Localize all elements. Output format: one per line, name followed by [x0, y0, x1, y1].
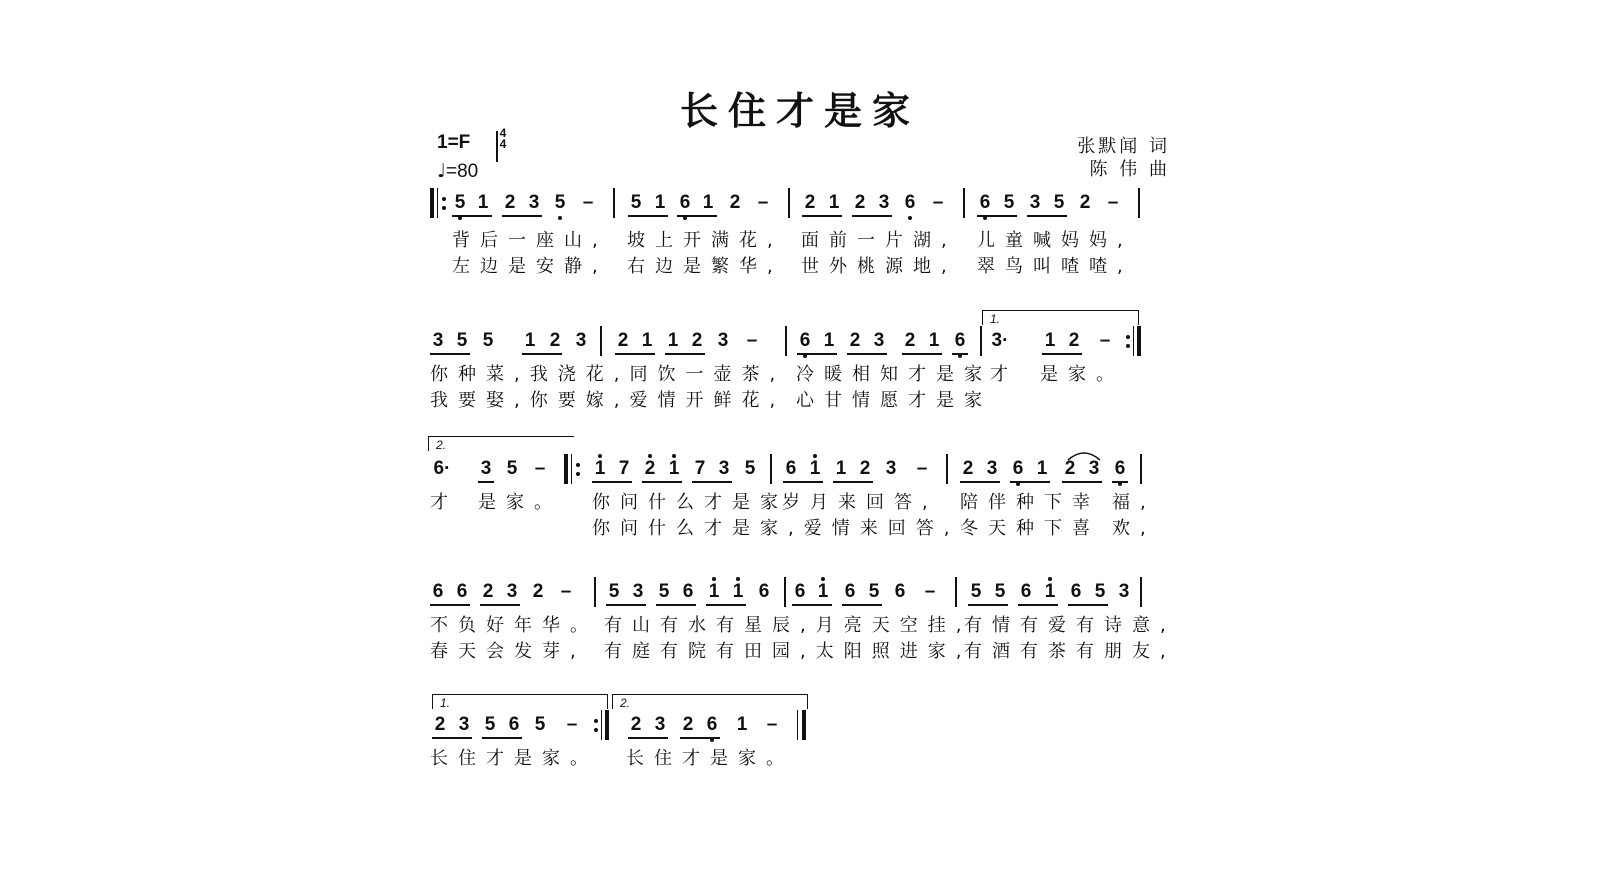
note: 3 — [458, 714, 470, 735]
lyric: 世外桃源地, — [801, 256, 957, 277]
high-dot — [821, 577, 825, 581]
barline — [594, 577, 596, 607]
time-signature — [496, 128, 510, 150]
beam — [842, 604, 882, 606]
note: – — [924, 581, 936, 602]
low-dot — [908, 216, 912, 220]
note: 6 — [1012, 458, 1024, 479]
note: 5 — [744, 458, 756, 479]
key-signature: 1=F — [437, 132, 471, 153]
note: 6 — [456, 581, 468, 602]
note: 3 — [986, 458, 998, 479]
barline — [784, 577, 786, 607]
note: – — [560, 581, 572, 602]
beam — [677, 215, 717, 217]
note: 5 — [1003, 192, 1015, 213]
note: 6 — [508, 714, 520, 735]
note: 3 — [717, 330, 729, 351]
note: 2 — [859, 458, 871, 479]
high-dot — [813, 454, 817, 458]
note: 5 — [658, 581, 670, 602]
barline — [770, 454, 772, 484]
beam — [783, 481, 823, 483]
note: 1 — [594, 458, 606, 479]
beam — [592, 481, 632, 483]
lyric: 陪伴种下幸 — [960, 492, 1100, 513]
note: 6 — [785, 458, 797, 479]
note: – — [757, 192, 769, 213]
beam — [706, 604, 746, 606]
beam — [692, 481, 732, 483]
high-dot — [1048, 577, 1052, 581]
note: 3 — [878, 192, 890, 213]
beam — [1027, 215, 1067, 217]
song-title: 长住才是家 — [679, 89, 920, 133]
volta-label: 2. — [436, 438, 447, 452]
note: 2 — [682, 714, 694, 735]
barline — [963, 188, 965, 218]
note: 6 — [954, 330, 966, 351]
note: 5 — [456, 330, 468, 351]
beam — [478, 481, 494, 483]
lyric: 有酒有茶有朋友, — [964, 641, 1176, 662]
note: 5 — [608, 581, 620, 602]
time-denominator: 4 — [499, 137, 507, 151]
note: 5 — [554, 192, 566, 213]
beam — [430, 353, 470, 355]
lyric: 岁月来回答, — [782, 492, 938, 513]
note: 5 — [970, 581, 982, 602]
volta-label: 2. — [620, 696, 631, 710]
note: 3 — [885, 458, 897, 479]
note: 5 — [630, 192, 642, 213]
barline — [788, 188, 790, 218]
beam — [797, 353, 837, 355]
note: 2 — [617, 330, 629, 351]
lyric: 翠鸟叫喳喳, — [977, 256, 1133, 277]
beam — [628, 215, 668, 217]
note: 2 — [804, 192, 816, 213]
note: 2 — [854, 192, 866, 213]
tempo-value: =80 — [445, 161, 479, 182]
beam — [1062, 481, 1102, 483]
barline — [980, 326, 982, 356]
barline — [613, 188, 615, 218]
beam — [1018, 604, 1058, 606]
lyric: 右边是繁华, — [627, 256, 783, 277]
note: 5 — [1053, 192, 1065, 213]
high-dot — [712, 577, 716, 581]
lyric: 心甘情愿才是家 — [796, 390, 992, 411]
beam — [1010, 481, 1050, 483]
note: 1 — [736, 714, 748, 735]
beam — [680, 737, 720, 739]
lyric: 面前一片湖, — [801, 230, 957, 251]
note: 5 — [1094, 581, 1106, 602]
note: 1 — [828, 192, 840, 213]
beam — [1068, 604, 1108, 606]
note: 1 — [641, 330, 653, 351]
note: 2 — [849, 330, 861, 351]
note: 5 — [482, 330, 494, 351]
beam — [452, 215, 492, 217]
note: – — [916, 458, 928, 479]
beam — [1042, 353, 1082, 355]
notation-line — [0, 708, 1600, 742]
note: 1 — [928, 330, 940, 351]
note: 6· — [433, 458, 451, 479]
note: 1 — [1044, 581, 1056, 602]
note: – — [932, 192, 944, 213]
note: 1 — [477, 192, 489, 213]
note: 6 — [758, 581, 770, 602]
high-dot — [598, 454, 602, 458]
barline — [1140, 577, 1142, 607]
beam — [960, 481, 1000, 483]
note: 1 — [702, 192, 714, 213]
note: 2 — [434, 714, 446, 735]
note: 6 — [979, 192, 991, 213]
note: 3 — [432, 330, 444, 351]
note: 2 — [504, 192, 516, 213]
note: 7 — [694, 458, 706, 479]
lyric: 有山有水有星辰,月亮天空挂, — [604, 615, 972, 636]
lyric: 冬天种下喜 — [960, 518, 1100, 539]
beam — [642, 481, 682, 483]
volta-label: 1. — [990, 312, 1001, 326]
high-dot — [672, 454, 676, 458]
lyric: 坡上开满花, — [627, 230, 783, 251]
beam — [522, 353, 562, 355]
note: 3 — [480, 458, 492, 479]
note: 3 — [1029, 192, 1041, 213]
tempo-marking — [437, 160, 478, 183]
note: 6 — [1070, 581, 1082, 602]
note: 2 — [1079, 192, 1091, 213]
note: 3 — [575, 330, 587, 351]
high-dot — [736, 577, 740, 581]
note: 6 — [679, 192, 691, 213]
note: 6 — [1020, 581, 1032, 602]
beam — [665, 353, 705, 355]
lyric: 有情有爱有诗意, — [964, 615, 1176, 636]
note: 6 — [844, 581, 856, 602]
note: 6 — [432, 581, 444, 602]
note: 2 — [482, 581, 494, 602]
note: 6 — [706, 714, 718, 735]
beam — [502, 215, 542, 217]
note: 1 — [809, 458, 821, 479]
note: 1 — [1044, 330, 1056, 351]
high-dot — [648, 454, 652, 458]
lyric: 不负好年华。 — [430, 615, 598, 636]
barline — [600, 326, 602, 356]
lyric: 福, — [1112, 492, 1156, 513]
note: 3 — [528, 192, 540, 213]
beam — [656, 604, 696, 606]
note: 3 — [873, 330, 885, 351]
lyric: 春天会发芽, — [430, 641, 586, 662]
note: 1 — [835, 458, 847, 479]
lyric: 背后一座山, — [452, 230, 608, 251]
note: 6 — [904, 192, 916, 213]
note: 7 — [618, 458, 630, 479]
volta-label: 1. — [440, 696, 451, 710]
lyric: 才 — [990, 364, 1018, 385]
note: 6 — [682, 581, 694, 602]
note: 2 — [962, 458, 974, 479]
beam — [482, 737, 522, 739]
fraction-line — [496, 131, 498, 162]
beam — [480, 604, 520, 606]
beam — [968, 604, 1008, 606]
note: 3 — [632, 581, 644, 602]
beam — [628, 737, 668, 739]
note: 2 — [1064, 458, 1076, 479]
note: 1 — [667, 330, 679, 351]
lyricist-credit: 张默闻 词 — [1077, 136, 1170, 157]
beam — [615, 353, 655, 355]
note: 5 — [534, 714, 546, 735]
barline — [955, 577, 957, 607]
lyric: 你问什么才是家,爱情来回答, — [592, 518, 960, 539]
note: 3· — [991, 330, 1009, 351]
note: – — [746, 330, 758, 351]
barline — [946, 454, 948, 484]
lyric: 是家。 — [1040, 364, 1124, 385]
low-dot — [558, 216, 562, 220]
note: 3 — [1118, 581, 1130, 602]
lyric: 左边是安静, — [452, 256, 608, 277]
beam — [847, 353, 887, 355]
beam — [792, 604, 832, 606]
beam — [606, 604, 646, 606]
note: 2 — [904, 330, 916, 351]
note: 2 — [729, 192, 741, 213]
note: 1 — [708, 581, 720, 602]
beam — [952, 353, 968, 355]
beam — [432, 737, 472, 739]
note: – — [1107, 192, 1119, 213]
lyric: 我要娶,你要嫁,爱情开鲜花, — [430, 390, 786, 411]
first-ending-bracket — [432, 694, 608, 709]
note: 5 — [868, 581, 880, 602]
lyric: 长住才是家。 — [626, 748, 794, 769]
note: – — [1099, 330, 1111, 351]
note: 5 — [454, 192, 466, 213]
note: 5 — [994, 581, 1006, 602]
note: 2 — [549, 330, 561, 351]
note: 1 — [668, 458, 680, 479]
lyric: 有庭有院有田园,太阳照进家, — [604, 641, 972, 662]
note: – — [766, 714, 778, 735]
lyric: 长住才是家。 — [430, 748, 598, 769]
barline — [1140, 454, 1142, 484]
note: 1 — [732, 581, 744, 602]
lyric: 是家。 — [478, 492, 562, 513]
quarter-note-icon: ♩ — [437, 160, 446, 182]
note: 1 — [524, 330, 536, 351]
note: 2 — [532, 581, 544, 602]
beam — [1112, 481, 1128, 483]
first-ending-bracket — [982, 310, 1139, 325]
beam — [902, 353, 942, 355]
beam — [802, 215, 842, 217]
beam — [833, 481, 873, 483]
note: 3 — [1088, 458, 1100, 479]
note: 2 — [644, 458, 656, 479]
barline — [1138, 188, 1140, 218]
note: – — [582, 192, 594, 213]
note: 1 — [654, 192, 666, 213]
note: 1 — [823, 330, 835, 351]
composer-credit: 陈 伟 曲 — [1089, 159, 1170, 180]
lyric: 才 — [430, 492, 458, 513]
note: 2 — [630, 714, 642, 735]
note: 2 — [1068, 330, 1080, 351]
note: 6 — [1114, 458, 1126, 479]
note: 1 — [1036, 458, 1048, 479]
beam — [977, 215, 1017, 217]
lyric: 儿童喊妈妈, — [977, 230, 1133, 251]
note: 1 — [817, 581, 829, 602]
lyric: 你问什么才是家 — [592, 492, 788, 513]
beam — [430, 604, 470, 606]
note: 3 — [718, 458, 730, 479]
note: 2 — [691, 330, 703, 351]
note: 5 — [506, 458, 518, 479]
barline — [785, 326, 787, 356]
second-ending-bracket — [612, 694, 808, 709]
lyric: 冷暖相知才是家 — [796, 364, 992, 385]
slur-mark — [1066, 448, 1102, 462]
time-numerator: 4 — [499, 126, 507, 140]
note: 5 — [484, 714, 496, 735]
note: 3 — [506, 581, 518, 602]
beam — [852, 215, 892, 217]
note: 3 — [654, 714, 666, 735]
notation-line — [0, 186, 1600, 220]
lyric: 欢, — [1112, 518, 1156, 539]
note: 6 — [799, 330, 811, 351]
note: – — [566, 714, 578, 735]
note: – — [534, 458, 546, 479]
lyric: 你种菜,我浇花,同饮一壶茶, — [430, 364, 786, 385]
second-ending-bracket — [428, 436, 574, 451]
note: 6 — [794, 581, 806, 602]
note: 6 — [894, 581, 906, 602]
